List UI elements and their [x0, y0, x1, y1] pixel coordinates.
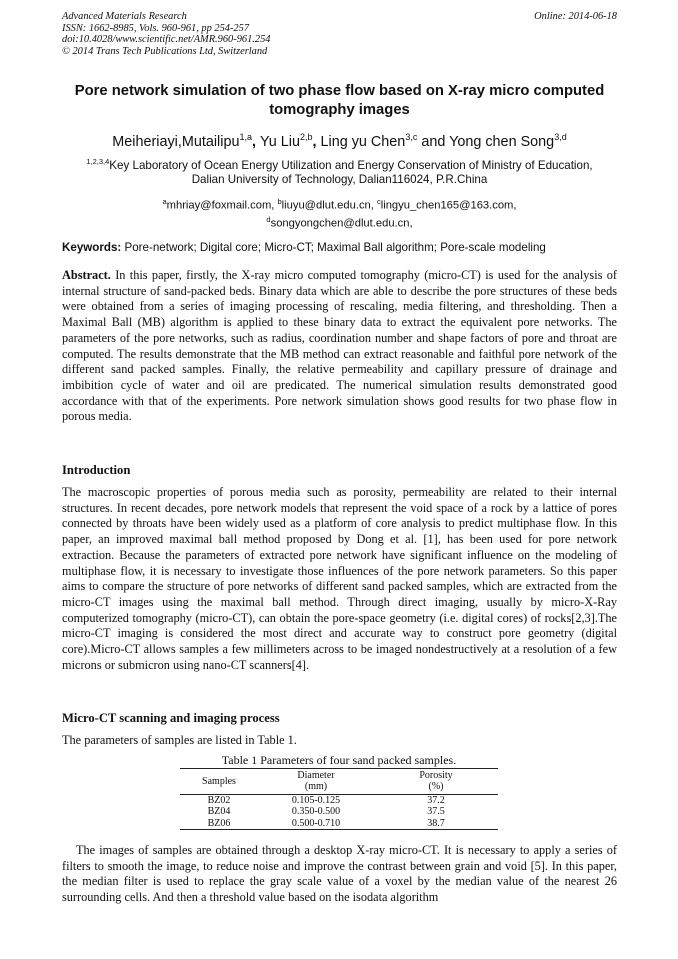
abstract-text: In this paper, firstly, the X-ray micro computed tomography (micro-CT) is used for the analysis of internal structure of sand-packed beds. Binary data which are able to describe the pore structures of these beds were obtained from a series of imaging processing of rescaling, media filtering, and thresholding. Then a Maximal Ball (MB) algorithm is applied to these binary data to extract the equivalent pore networks. The parameters of the pore networks, such as radius, coordination number and shape factors of pore and throat are computed. The results demonstrate that the MB method can extract reasonable and faithful pore network of the different sand packed samples. Finally, the relative permeability and capillary pressure of drainage and imbibition cycle of water and oil are predicated. The numerical simulation results demonstrated good accordance with that of the experiments. Pore network simulation shows good results for two phase flow in porous media.	[62, 268, 617, 424]
keywords-text: Pore-network; Digital core; Micro-CT; Maximal Ball algorithm; Pore-scale modeling	[121, 241, 546, 254]
abstract-label: Abstract.	[62, 268, 111, 282]
author-separator: ,	[251, 133, 260, 150]
copyright-line: © 2014 Trans Tech Publications Ltd, Switzerland	[62, 45, 268, 57]
affiliation-line: Key Laboratory of Ocean Energy Utilization and Energy Conservation of Ministry of Education,	[109, 158, 593, 172]
author-sup: 1,a	[239, 132, 252, 142]
email-address: mhriay@foxmail.com,	[166, 199, 278, 212]
journal-header	[62, 11, 617, 57]
paper-title: Pore network simulation of two phase flow based on X-ray micro computed tomography images	[74, 83, 605, 118]
table-row	[180, 818, 498, 830]
table-cell: 38.7	[374, 818, 498, 830]
author-name: Meiheriayi,Mutailipu	[112, 133, 240, 150]
author-separator: and	[417, 133, 450, 150]
author-name: Yong chen Song	[449, 133, 555, 150]
table-cell: BZ02	[180, 794, 258, 806]
parameters-table	[180, 768, 498, 830]
email-sup: d	[266, 214, 271, 224]
section-heading-introduction: Introduction	[62, 463, 131, 477]
abstract	[62, 268, 617, 425]
table-cell: 0.105-0.125	[258, 794, 374, 806]
section-heading-micro-ct: Micro-CT scanning and imaging process	[62, 711, 280, 725]
email-address: songyongchen@dlut.edu.cn,	[270, 217, 413, 230]
journal-name: Advanced Materials Research	[62, 11, 187, 22]
email-sup: c	[376, 197, 381, 206]
email-address: lingyu_chen165@163.com,	[380, 199, 517, 212]
author-separator: ,	[312, 133, 321, 150]
micro-ct-intro: The parameters of samples are listed in Table 1.	[62, 733, 297, 747]
author-sup: 3,d	[554, 132, 567, 142]
email-address: liuyu@dlut.edu.cn,	[281, 199, 377, 212]
author-name: Ling yu Chen	[320, 133, 406, 150]
keywords-label: Keywords:	[62, 241, 122, 254]
table-cell: BZ06	[180, 818, 258, 830]
author-name: Yu Liu	[259, 133, 300, 150]
table-caption: Table 1 Parameters of four sand packed samples.	[221, 753, 457, 767]
affiliation-line: Dalian University of Technology, Dalian116024, P.R.China	[191, 172, 488, 186]
table-header-cell: Porosity (%)	[374, 769, 498, 795]
online-date: Online: 2014-06-18	[534, 11, 617, 22]
table-cell: 0.500-0.710	[258, 818, 374, 830]
table-cell: 0.350-0.500	[291, 806, 341, 818]
table-cell: 37.2	[374, 794, 498, 806]
introduction-paragraph: The macroscopic properties of porous media such as porosity, permeability are related to their internal structures. In recent decades, pore network models that represent the void space of a rock by a lattice of pores connected by throats have been widely used as a platform of core analysis to predict multiphase flow. In this paper, an improved maximal ball method proposed by Dong et al. [1], has been used for pore network extraction. Because the parameters of extracted pore network have significant influence on the modeling of multiphase flow, it is necessary to investigate those influences of the pore network parameters. So this paper aims to compare the structure of pore networks of different sand packed samples, which are extracted from the micro-CT images using the maximal ball method. Through direct imaging, usually by micro-X-Ray computerized tomography (micro-CT), can obtain the pore-space geometry (i.e. digital cores) of rocks[2,3].The micro-CT imaging is considered the most direct and accurate way to construct pore geometry (digital core).Micro-CT allows samples a few millimeters across to be imaged nondestructively at a resolution of a few microns or submicron using nano-CT scanners[4].	[62, 485, 617, 672]
author-emails	[62, 195, 617, 230]
affiliation	[62, 155, 617, 187]
table-header-row	[180, 769, 498, 795]
table-row	[180, 806, 498, 817]
author-list	[62, 128, 617, 151]
email-sup: a	[162, 197, 167, 206]
doi-line: doi:10.4028/www.scientific.net/AMR.960-961.254	[62, 34, 271, 46]
micro-ct-paragraph: The images of samples are obtained through a desktop X-ray micro-CT. It is necessary to apply a series of filters to smooth the image, to reduce noise and improve the contrast between grain and void [5]. In this paper, the median filter is used to replace the gray scale value of a voxel by the median value of the nearest 26 surrounding cells. And then a threshold value based on the isodata algorithm	[62, 843, 617, 905]
keywords	[62, 241, 617, 255]
affiliation-sup: 1,2,3,4	[86, 157, 110, 166]
table-cell: 37.5	[427, 806, 445, 818]
author-sup: 2,b	[299, 132, 313, 142]
table-header-cell: Diameter (mm)	[258, 769, 374, 795]
table-header-cell: Samples	[180, 769, 258, 795]
issn-line: ISSN: 1662-8985, Vols. 960-961, pp 254-257	[62, 22, 250, 34]
email-sup: b	[277, 197, 282, 206]
author-sup: 3,c	[405, 132, 418, 142]
table-cell: BZ04	[207, 806, 231, 818]
table-row	[180, 794, 498, 806]
